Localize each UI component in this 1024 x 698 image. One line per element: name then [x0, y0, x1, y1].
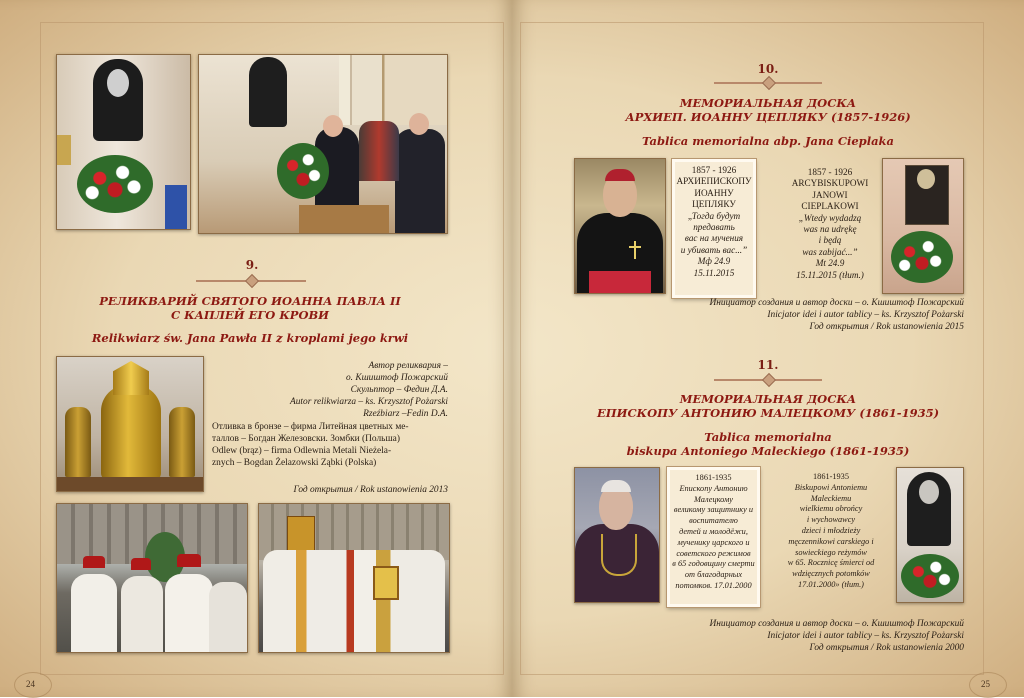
plaque-portrait-11: [919, 480, 939, 504]
section-10-title-line1: МЕМОРИАЛЬНАЯ ДОСКА: [679, 96, 857, 110]
portrait-on-plaque: [107, 69, 129, 97]
gold-mitre: [113, 361, 149, 395]
plaque-line: w 65. Rocznicę śmierci od: [787, 558, 875, 568]
plaque-line: męczennikowi carskiego i: [788, 536, 874, 546]
red-hat-3: [177, 554, 201, 567]
credit-line: Скульптор – Федин Д.А.: [350, 385, 448, 395]
page-number-right: 25: [981, 679, 990, 689]
plaque-line: 15.11.2015 (tłum.): [796, 269, 864, 280]
banner: [287, 516, 315, 552]
crowd: [359, 121, 399, 181]
plaque-line: предавать: [693, 222, 735, 233]
wooden-pew: [299, 205, 389, 233]
section-9-ornament: [188, 276, 314, 286]
bishop-hair: [601, 480, 631, 492]
credit-line: о. Кшиштоф Пожарский: [345, 373, 448, 383]
flower-bouquet-10: [891, 231, 953, 283]
plaque-line: 1861-1935: [695, 473, 732, 482]
plaque-line: Малецкому: [694, 494, 733, 504]
section-9-title-line1: РЕЛИКВАРИЙ СВЯТОГО ИОАННА ПАВЛА II: [99, 294, 401, 308]
plaque-line: от благодарных: [684, 570, 743, 580]
photo-memorial-plaque-11: [896, 467, 964, 603]
section-9-credits: [212, 360, 448, 420]
credit-line: Год открытия / Rok ustanowienia 2000: [809, 643, 964, 653]
photo-procession-street: [258, 503, 450, 653]
wall-frame: [57, 135, 71, 165]
section-9-number: 9.: [245, 258, 259, 272]
plaque-line: воспитателю: [689, 516, 738, 526]
photo-procession-red-hats: [56, 503, 248, 653]
page-number-left: 24: [26, 679, 35, 689]
plaque-line: 1857 - 1926: [691, 165, 737, 175]
plaque-line: мученику царского и: [677, 537, 750, 547]
plaque-line: was na udrękę: [803, 224, 857, 235]
section-9-casting-credits: [212, 421, 452, 469]
archbishop-sash: [589, 271, 651, 293]
right-angel-statue: [169, 407, 195, 477]
photo-archbishop-cieplak: [574, 158, 666, 294]
wooden-base: [57, 477, 203, 491]
left-page: [0, 0, 512, 697]
plaque-line: Мф 24.9: [697, 256, 731, 267]
section-10-title: [572, 96, 964, 124]
section-11-number: 11.: [757, 358, 779, 372]
bishop-chain: [601, 534, 637, 576]
credit-line: Rzeźbiarz –Fedin D.A.: [363, 409, 448, 419]
section-10-ornament: [706, 78, 830, 88]
plaque-line: Mt 24.9: [815, 258, 845, 269]
plaque-line: 15.11.2015: [693, 267, 735, 278]
section-11-title: [572, 392, 964, 420]
casting-line: Odlew (brąz) – firma Odlewnia Metali Nieżela-: [212, 446, 392, 456]
plaque-line: 17.01.2000» (tłum.): [798, 579, 864, 589]
plaque-line: ARCYBISKUPOWI: [791, 178, 869, 189]
plaque-line: JANOWI: [812, 189, 848, 200]
plaque-line: sowieckiego reżymów: [795, 547, 867, 557]
section-10-number: 10.: [757, 62, 779, 76]
casting-line: таллов – Богдан Железовски. Зомбки (Польша): [212, 434, 400, 444]
plaque-line: Biskupowi Antoniemu: [794, 482, 868, 492]
man-head: [323, 115, 343, 137]
photo-plaque-with-flowers: [56, 54, 191, 230]
section-9-title-line2: С КАПЛЕЙ ЕГО КРОВИ: [170, 308, 330, 322]
plaque-text-ru-malecki: [667, 467, 760, 607]
robed-figure-2: [121, 576, 163, 652]
plaque-text-pl-malecki: [776, 472, 886, 591]
plaque-line: i wychowawcy: [806, 515, 856, 525]
credit-line: Inicjator idei i autor tablicy – ks. Krzysztof Pożarski: [767, 631, 964, 641]
photo-bishop-malecki: [574, 467, 660, 603]
black-plaque-2: [249, 57, 287, 127]
plaque-line: вас на мучения: [684, 233, 744, 244]
plaque-line: АРХИЕПИСКОПУ: [676, 176, 752, 187]
blue-vase: [165, 185, 187, 229]
section-10-credits: [572, 297, 964, 333]
plaque-line: и убивать вас...”: [680, 244, 748, 255]
section-11-credits: [572, 618, 964, 654]
credit-line: Autor relikwiarza – ks. Krzysztof Pożarski: [290, 397, 448, 407]
photo-ceremony-flowers: [198, 54, 448, 234]
church-columns: [339, 55, 447, 125]
credit-line: Inicjator idei i autor tablicy – ks. Krzysztof Pożarski: [767, 310, 964, 320]
section-10-title-line2: АРХИЕП. ИОАННУ ЦЕПЛЯКУ (1857-1926): [625, 110, 911, 124]
plaque-line: Епископу Антонию: [679, 483, 748, 493]
left-angel-statue: [65, 407, 91, 477]
procession-crowd: [263, 550, 445, 652]
section-11-subtitle-line2: biskupa Antoniego Maleckiego (1861-1935): [626, 444, 910, 458]
plaque-line: wdzięcznych potomków: [792, 569, 870, 579]
photo-reliquary: [56, 356, 204, 492]
gold-bust: [101, 385, 161, 481]
photo-memorial-plaque-10: [882, 158, 964, 294]
plaque-line: wielkiemu obrońcy: [799, 504, 863, 514]
plaque-line: Maleckiemu: [810, 493, 852, 503]
plaque-line: 1861-1935: [813, 472, 849, 481]
plaque-portrait-10: [917, 169, 935, 189]
robed-figure-1: [71, 574, 117, 652]
section-11-ornament: [706, 375, 830, 385]
credit-line: Инициатор создания и автор доски – о. Кшиштоф Пожарский: [709, 298, 964, 308]
plaque-line: ИОАННУ: [694, 187, 734, 198]
plaque-text-pl-cieplak: [784, 167, 876, 281]
plaque-line: „Wtedy wydadzą: [798, 212, 862, 223]
plaque-line: „Тогда будут: [687, 210, 741, 221]
section-11-subtitle: [572, 430, 964, 458]
credit-line: Инициатор создания и автор доски – о. Кшиштоф Пожарский: [709, 619, 964, 629]
section-11-subtitle-line1: Tablica memorialna: [704, 430, 832, 444]
plaque-text-ru-cieplak: [672, 159, 756, 298]
plaque-line: dzieci i młodzieży: [801, 525, 861, 535]
flower-bouquet: [77, 155, 153, 213]
plaque-line: советского режимов: [676, 548, 751, 558]
plaque-line: CIEPLAKOWI: [801, 201, 859, 212]
credit-line: Автор реликвария –: [368, 361, 448, 371]
flower-bouquet-11: [901, 554, 959, 598]
icon-carried: [373, 566, 399, 600]
casting-line: Отливка в бронзе – фирма Литейная цветных ме-: [212, 422, 409, 432]
plaque-line: потомков. 17.01.2000: [675, 580, 752, 590]
plaque-line: в 65 годовщину смерти: [672, 559, 755, 569]
plaque-line: ЦЕПЛЯКУ: [692, 199, 736, 210]
section-11-title-line1: МЕМОРИАЛЬНАЯ ДОСКА: [679, 392, 857, 406]
flower-bouquet-2: [277, 143, 329, 199]
red-hat-2: [131, 558, 151, 570]
credit-line: Год открытия / Rok ustanowienia 2015: [809, 322, 964, 332]
section-9-year: Год открытия / Rok ustanowienia 2013: [293, 485, 448, 495]
priest-head: [409, 113, 429, 135]
plaque-line: детей и молодёжи,: [679, 526, 748, 536]
red-hat-1: [83, 556, 105, 568]
section-9-subtitle: Relikwiarz św. Jana Pawła II z kroplami jego krwi: [91, 331, 409, 345]
pectoral-cross-icon: [629, 241, 641, 259]
robed-figure-4: [209, 582, 247, 652]
robed-figure-3: [165, 574, 213, 652]
zucchetto: [605, 169, 635, 181]
section-10-subtitle: Tablica memorialna abp. Jana Cieplaka: [642, 134, 894, 148]
casting-line: znych – Bogdan Żelazowski Ząbki (Polska): [212, 458, 377, 468]
plaque-line: великому защитнику и: [673, 505, 754, 515]
plaque-line: i będą: [818, 235, 842, 246]
plaque-line: 1857 - 1926: [807, 167, 853, 177]
priest-figure: [395, 129, 445, 233]
section-11-title-line2: ЕПИСКОПУ АНТОНИЮ МАЛЕЦКОМУ (1861-1935): [596, 406, 940, 420]
right-page: [512, 0, 1024, 697]
section-9-title: [60, 294, 440, 322]
plaque-line: was zabijać...”: [802, 246, 858, 257]
